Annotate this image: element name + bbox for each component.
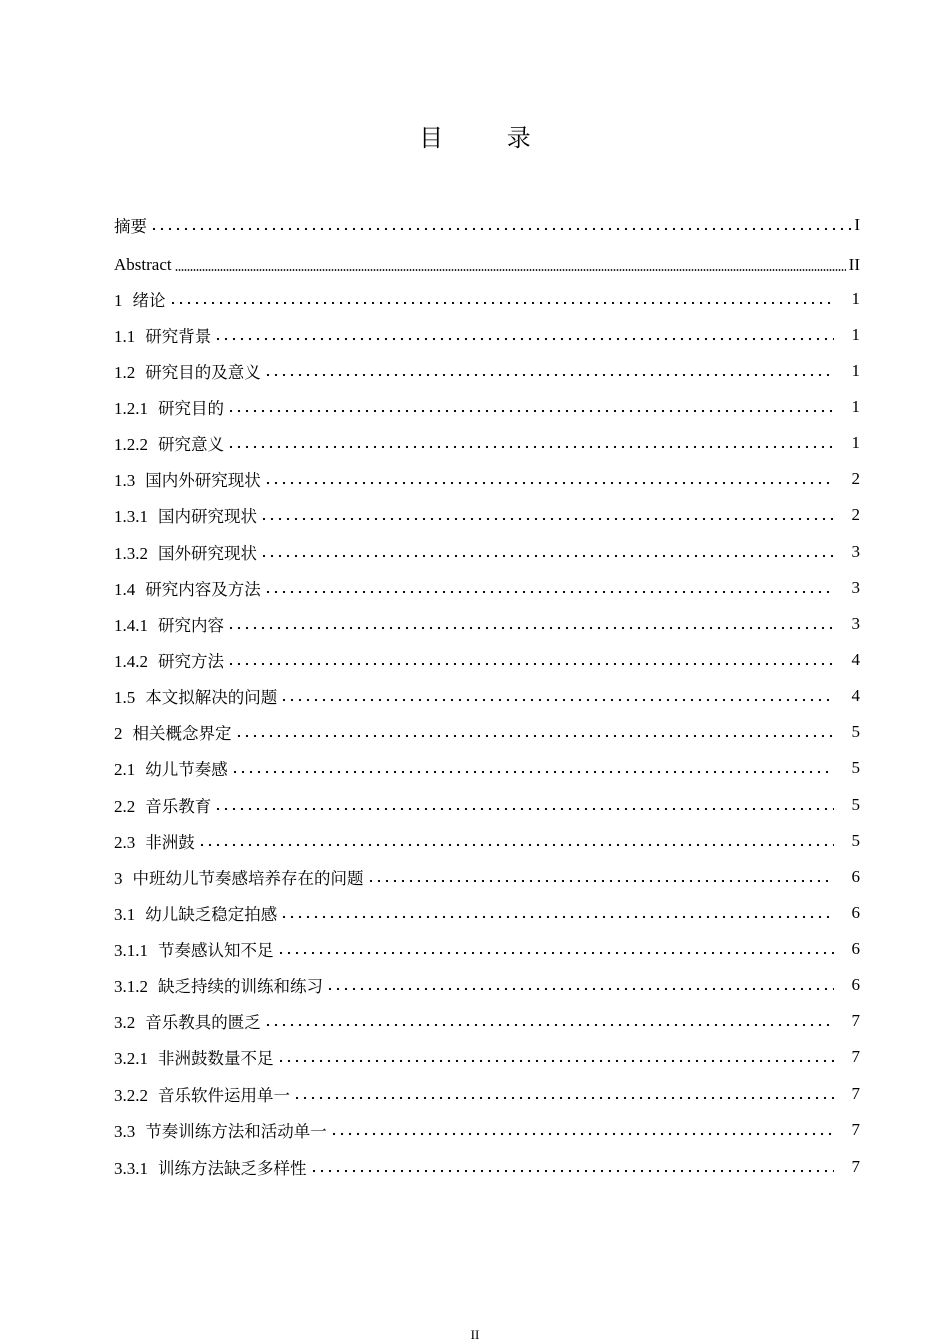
toc-entry-label bbox=[114, 431, 225, 455]
toc-entry[interactable] bbox=[114, 790, 860, 820]
toc-entry-number: 3.3 bbox=[114, 1122, 136, 1141]
toc-entry[interactable] bbox=[114, 1006, 860, 1036]
toc-entry-label bbox=[114, 1009, 262, 1033]
toc-entry-number: 3.2.1 bbox=[114, 1049, 148, 1068]
toc-entry[interactable] bbox=[114, 753, 860, 783]
toc-entry-title: 幼儿缺乏稳定拍感 bbox=[145, 905, 278, 924]
toc-entry-label bbox=[114, 648, 225, 672]
toc-dot-leader bbox=[227, 660, 834, 668]
toc-dot-leader bbox=[260, 515, 834, 523]
toc-entry[interactable] bbox=[114, 826, 860, 856]
toc-dot-leader bbox=[214, 805, 834, 813]
toc-entry-label bbox=[114, 793, 212, 817]
toc-entry-number: 2.1 bbox=[114, 760, 136, 779]
toc-entry-page: 7 bbox=[851, 1047, 860, 1066]
toc-entry-page: 7 bbox=[851, 1011, 860, 1030]
toc-entry[interactable] bbox=[114, 500, 860, 530]
toc-entry-page: I bbox=[854, 215, 860, 234]
toc-entry-title: 相关概念界定 bbox=[132, 724, 232, 743]
toc-entry-number: 1.2 bbox=[114, 363, 136, 382]
toc-dot-leader bbox=[214, 335, 834, 343]
toc-entry[interactable] bbox=[114, 717, 860, 747]
toc-entry[interactable] bbox=[114, 428, 860, 458]
toc-entry[interactable] bbox=[114, 970, 860, 1000]
toc-dot-leader bbox=[293, 1094, 834, 1102]
toc-entry-label bbox=[114, 1082, 291, 1106]
toc-entry-page: 3 bbox=[851, 542, 860, 561]
toc-entry-title: 研究目的 bbox=[158, 399, 224, 418]
toc-dot-leader bbox=[231, 768, 834, 776]
toc-entry-label bbox=[114, 720, 233, 744]
toc-entry-page: 1 bbox=[851, 289, 860, 308]
toc-entry-number: 1.2.1 bbox=[114, 399, 148, 418]
page-number-footer: II bbox=[470, 1327, 480, 1342]
toc-entry-number: 1.4.2 bbox=[114, 652, 148, 671]
toc-entry-number: 3.2 bbox=[114, 1013, 136, 1032]
toc-entry[interactable] bbox=[114, 898, 860, 928]
toc-entry-page: II bbox=[848, 255, 860, 274]
toc-entry-title: 国外研究现状 bbox=[158, 544, 257, 563]
toc-dot-leader bbox=[310, 1167, 835, 1175]
toc-entry-title: 研究意义 bbox=[158, 435, 224, 454]
toc-entry-page: 7 bbox=[851, 1157, 860, 1176]
toc-entry-number: 1.4.1 bbox=[114, 616, 148, 635]
toc-entry-label bbox=[114, 937, 275, 961]
toc-entry-title: 幼儿节奏感 bbox=[145, 760, 228, 779]
toc-entry-label bbox=[114, 467, 262, 491]
toc-entry-title: 节奏感认知不足 bbox=[158, 941, 274, 960]
toc-dot-leader bbox=[277, 949, 835, 957]
toc-entry-page: 1 bbox=[851, 361, 860, 380]
toc-entry-number: 1.3.1 bbox=[114, 507, 148, 526]
toc-entry-number: 2.3 bbox=[114, 833, 136, 852]
toc-dot-leader bbox=[260, 552, 834, 560]
toc-entry-label bbox=[114, 576, 262, 600]
toc-entry-number: 1 bbox=[114, 291, 123, 310]
toc-entry-label bbox=[114, 684, 278, 708]
toc-entry-title: 研究内容 bbox=[158, 616, 224, 635]
toc-entry-label bbox=[114, 323, 212, 347]
toc-entry-title: 研究内容及方法 bbox=[145, 580, 261, 599]
toc-entry-number: 1.2.2 bbox=[114, 435, 148, 454]
toc-dot-leader bbox=[198, 841, 834, 849]
toc-entry-number: 3.1.2 bbox=[114, 977, 148, 996]
toc-entry[interactable] bbox=[114, 573, 860, 603]
toc-entry-page: 5 bbox=[851, 795, 860, 814]
toc-entry-number: 1.3.2 bbox=[114, 544, 148, 563]
toc-dot-leader bbox=[235, 732, 835, 740]
toc-dot-leader bbox=[280, 696, 834, 704]
toc-dot-leader bbox=[175, 268, 846, 272]
toc-entry-title: 缺乏持续的训练和练习 bbox=[158, 977, 323, 996]
toc-entry-label bbox=[114, 973, 324, 997]
toc-entry[interactable] bbox=[114, 645, 860, 675]
toc-entry-label bbox=[114, 213, 148, 237]
toc-entry-title: 节奏训练方法和活动单一 bbox=[145, 1122, 327, 1141]
toc-entry-page: 3 bbox=[851, 578, 860, 597]
toc-entry-label bbox=[114, 255, 173, 275]
toc-entry-number: 3 bbox=[114, 869, 123, 888]
toc-entry-number: 1.1 bbox=[114, 327, 136, 346]
toc-entry-label bbox=[114, 612, 225, 636]
toc-entry-page: 4 bbox=[851, 650, 860, 669]
toc-dot-leader bbox=[227, 407, 834, 415]
toc-entry-label bbox=[114, 865, 365, 889]
toc-entry[interactable] bbox=[114, 392, 860, 422]
toc-dot-leader bbox=[277, 1057, 835, 1065]
toc-dot-leader bbox=[227, 443, 834, 451]
toc-entry-page: 2 bbox=[851, 469, 860, 488]
toc-entry-page: 1 bbox=[851, 325, 860, 344]
toc-entry-title: Abstract bbox=[114, 255, 172, 274]
toc-entry-number: 2 bbox=[114, 724, 123, 743]
toc-entry[interactable] bbox=[114, 210, 860, 240]
toc-dot-leader bbox=[367, 877, 835, 885]
toc-entry-title: 研究方法 bbox=[158, 652, 224, 671]
toc-entry-title: 音乐教育 bbox=[145, 797, 212, 816]
toc-entry-title: 训练方法缺乏多样性 bbox=[158, 1159, 307, 1178]
toc-entry-title: 绪论 bbox=[132, 291, 166, 310]
toc-entry-number: 3.1 bbox=[114, 905, 136, 924]
toc-entry-number: 1.4 bbox=[114, 580, 136, 599]
toc-entry-page: 7 bbox=[851, 1120, 860, 1139]
toc-entry-number: 1.3 bbox=[114, 471, 136, 490]
toc-dot-leader bbox=[264, 588, 834, 596]
toc-entry-label bbox=[114, 1155, 308, 1179]
toc-dot-leader bbox=[326, 985, 834, 993]
toc-dot-leader bbox=[280, 913, 834, 921]
toc-entry-page: 1 bbox=[851, 397, 860, 416]
toc-dot-leader bbox=[264, 1021, 834, 1029]
toc-dot-leader bbox=[150, 225, 851, 233]
toc-entry-number: 2.2 bbox=[114, 797, 136, 816]
toc-entry-page: 1 bbox=[851, 433, 860, 452]
toc-entry-title: 音乐教具的匮乏 bbox=[145, 1013, 261, 1032]
toc-entry[interactable] bbox=[114, 320, 860, 350]
toc-entry[interactable] bbox=[114, 934, 860, 964]
toc-entry[interactable] bbox=[114, 1079, 860, 1109]
toc-entry[interactable] bbox=[114, 356, 860, 386]
toc-entry-title: 国内外研究现状 bbox=[145, 471, 261, 490]
toc-entry-title: 本文拟解决的问题 bbox=[145, 688, 278, 707]
toc-entry-page: 6 bbox=[851, 939, 860, 958]
toc-entry-page: 5 bbox=[851, 722, 860, 741]
toc-entry-page: 5 bbox=[851, 831, 860, 850]
toc-entry-title: 研究目的及意义 bbox=[145, 363, 261, 382]
toc-entry[interactable] bbox=[114, 1042, 860, 1072]
toc-entry[interactable] bbox=[114, 537, 860, 567]
toc-entry-label bbox=[114, 1045, 275, 1069]
toc-entry-label bbox=[114, 540, 258, 564]
toc-entry-title: 非洲鼓 bbox=[145, 833, 195, 852]
toc-entry-number: 3.3.1 bbox=[114, 1159, 148, 1178]
toc-entry-title: 摘要 bbox=[114, 217, 147, 236]
toc-dot-leader bbox=[330, 1130, 834, 1138]
toc-entry[interactable] bbox=[114, 609, 860, 639]
toc-entry-page: 6 bbox=[851, 903, 860, 922]
toc-entry-page: 6 bbox=[851, 975, 860, 994]
toc-entry-label bbox=[114, 901, 278, 925]
toc-entry-page: 4 bbox=[851, 686, 860, 705]
toc-entry-page: 7 bbox=[851, 1084, 860, 1103]
toc-entry[interactable] bbox=[114, 681, 860, 711]
toc-entry-number: 3.2.2 bbox=[114, 1086, 148, 1105]
toc-entry-label bbox=[114, 1118, 328, 1142]
toc-entry-page: 3 bbox=[851, 614, 860, 633]
toc-entry-number: 3.1.1 bbox=[114, 941, 148, 960]
toc-dot-leader bbox=[264, 371, 834, 379]
toc-entry-page: 6 bbox=[851, 867, 860, 886]
toc-entry-label bbox=[114, 503, 258, 527]
toc-entry[interactable] bbox=[114, 862, 860, 892]
toc-entry[interactable] bbox=[114, 1115, 860, 1145]
toc-entry-label bbox=[114, 756, 229, 780]
toc-entry-number: 1.5 bbox=[114, 688, 136, 707]
toc-dot-leader bbox=[264, 479, 834, 487]
toc-entry-title: 研究背景 bbox=[145, 327, 212, 346]
toc-entry-label bbox=[114, 287, 167, 311]
toc-entry-title: 国内研究现状 bbox=[158, 507, 257, 526]
toc-entry[interactable] bbox=[114, 250, 860, 280]
toc-entry-title: 音乐软件运用单一 bbox=[158, 1086, 290, 1105]
page-title: 目 录 bbox=[419, 124, 559, 152]
toc-entry[interactable] bbox=[114, 464, 860, 494]
toc-entry-title: 非洲鼓数量不足 bbox=[158, 1049, 274, 1068]
toc-entry[interactable] bbox=[114, 1152, 860, 1182]
toc-entry-page: 5 bbox=[851, 758, 860, 777]
toc-entry-page: 2 bbox=[851, 505, 860, 524]
toc-dot-leader bbox=[169, 299, 835, 307]
toc-entry-title: 中班幼儿节奏感培养存在的问题 bbox=[132, 869, 364, 888]
toc-entry-label bbox=[114, 395, 225, 419]
toc-entry-label bbox=[114, 359, 262, 383]
toc-dot-leader bbox=[227, 624, 834, 632]
toc-entry[interactable] bbox=[114, 284, 860, 314]
toc-entry-label bbox=[114, 829, 196, 853]
